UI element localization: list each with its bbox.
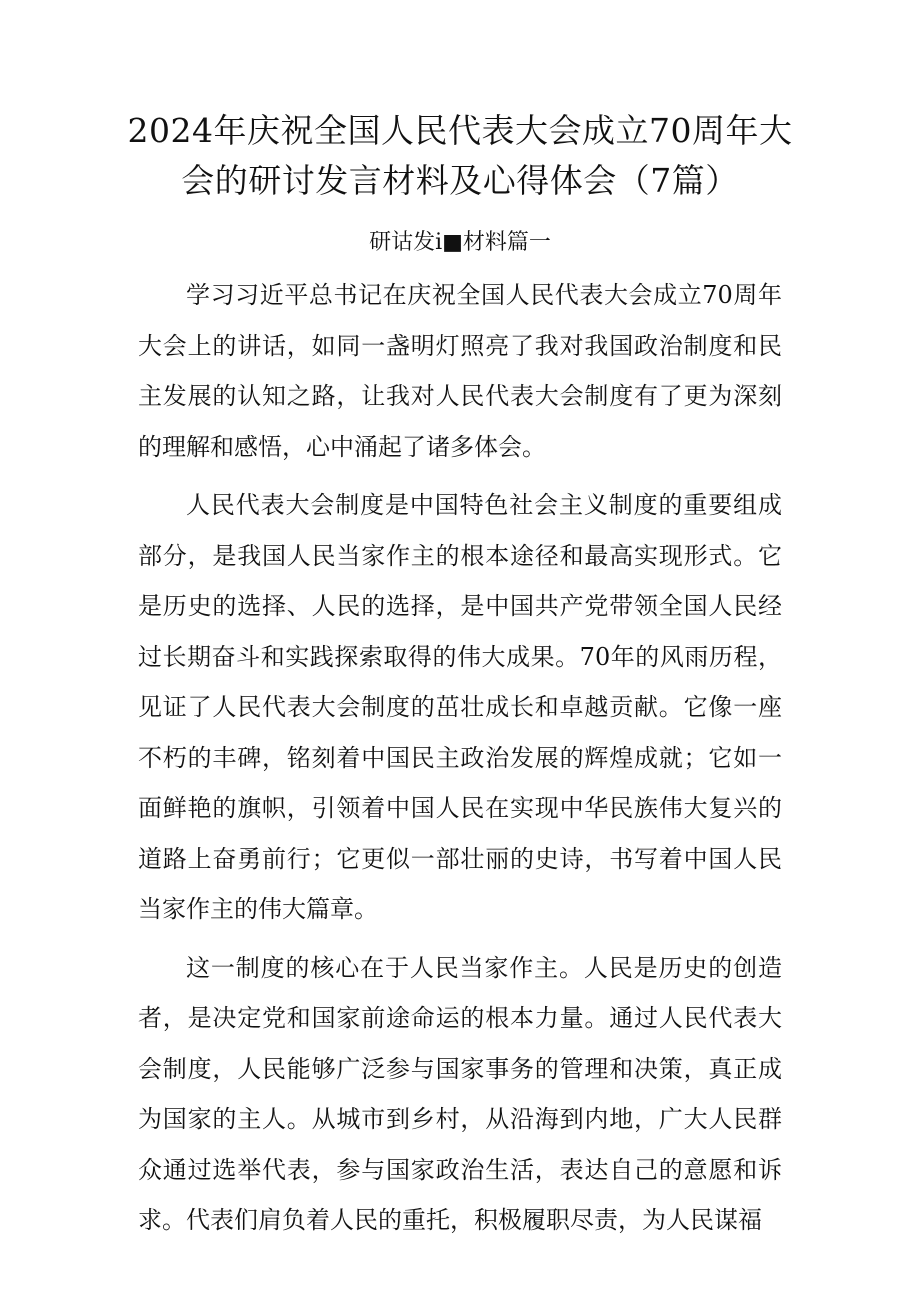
document-body xyxy=(138,270,782,1254)
paragraph: 这一制度的核心在于人民当家作主。人民是历史的创造者，是决定党和国家前途命运的根本力量。通过人民代表大会制度，人民能够广泛参与国家事务的管理和决策，真正成为国家的主人。从城市到乡村，从沿海到内地，广大人民群众通过选举代表，参与国家政治生活，表达自己的意愿和诉求。代表们肩负着人民的重托，积极履职尽责，为人民谋福 xyxy=(138,953,782,1234)
section-heading: 研诂发i■材料篇一 xyxy=(369,230,551,255)
document-title: 2024年庆祝全国人民代表大会成立70周年大会的研讨发言材料及心得体会（7篇） xyxy=(127,111,793,200)
paragraph: 人民代表大会制度是中国特色社会主义制度的重要组成部分，是我国人民当家作主的根本途径和最高实现形式。它是历史的选择、人民的选择，是中国共产党带领全国人民经过长期奋斗和实践探索取得的伟大成果。70年的风雨历程，见证了人民代表大会制度的茁壮成长和卓越贡献。它像一座不朽的丰碑，铭刻着中国民主政治发展的辉煌成就；它如一面鲜艳的旗帜，引领着中国人民在实现中华民族伟大复兴的道路上奋勇前行；它更似一部壮丽的史诗，书写着中国人民当家作主的伟大篇章。 xyxy=(138,491,782,923)
paragraph: 学习习近平总书记在庆祝全国人民代表大会成立70周年大会上的讲话，如同一盏明灯照亮了我对我国政治制度和民主发展的认知之路，让我对人民代表大会制度有了更为深刻的理解和感悟，心中涌起了诸多体会。 xyxy=(138,281,782,461)
